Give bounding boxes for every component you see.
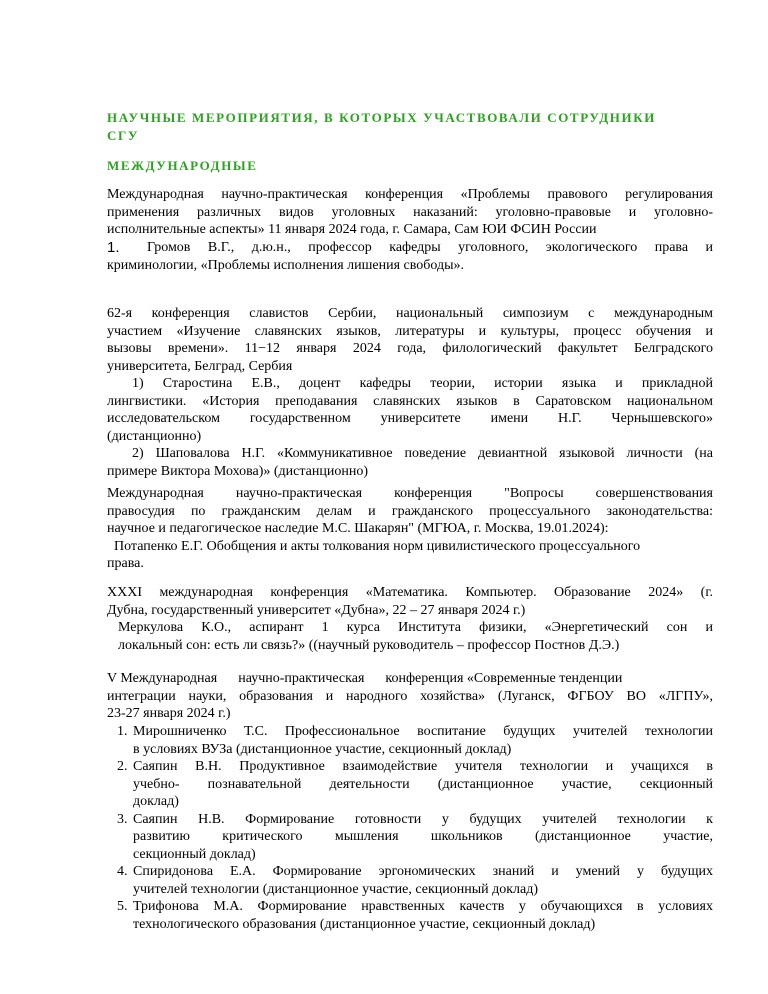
event-line: Дубна, государственный университет «Дубна», 22 – 27 января 2024 г.) bbox=[107, 602, 526, 618]
event-serbia bbox=[107, 305, 713, 480]
item-line: в условиях ВУЗа (дистанционное участие, секционный доклад) bbox=[133, 741, 512, 757]
item-line: исследовательском государственном университете имени Н.Г. Чернышевского» bbox=[107, 411, 713, 426]
event-line: вызовы времени». 11−12 января 2024 года, филологический факультет Белградского bbox=[107, 341, 713, 356]
event-line: 62-я конференция славистов Сербии, национальный симпозиум с международным bbox=[107, 306, 713, 321]
event-samara bbox=[107, 186, 713, 275]
item-line: Спиридонова Е.А. Формирование эргономических знаний и умений у будущих bbox=[133, 864, 713, 879]
list-item bbox=[107, 239, 713, 275]
event-line: участием «Изучение славянских языков, литературы и культуры, процесс обучения и bbox=[107, 323, 713, 339]
item-line: криминологии, «Проблемы исполнения лишения свободы». bbox=[107, 257, 465, 273]
event-line: интеграции науки, образования и народного хозяйства» (Луганск, ФГБОУ ВО «ЛГПУ», bbox=[107, 688, 713, 704]
event-line: V Международная научно-практическая конференция «Современные тенденции bbox=[107, 671, 623, 686]
item-line: Мирошниченко Т.С. Профессиональное воспитание будущих учителей технологии bbox=[133, 724, 713, 739]
item-number: 4. bbox=[117, 864, 128, 879]
item-line: (дистанционно) bbox=[107, 428, 202, 444]
item-line: Громов В.Г., д.ю.н., профессор кафедры уголовного, экологического права и bbox=[147, 239, 713, 255]
item-line: 2) Шаповалова Н.Г. «Коммуникативное поведение девиантной языковой личности (на bbox=[132, 446, 713, 461]
item-line: секционный доклад) bbox=[133, 846, 256, 862]
item-line: Саяпин В.Н. Продуктивное взаимодействие учителя технологии и учащихся в bbox=[133, 759, 713, 774]
item-line: лингвистики. «История преподавания славянских языков в Саратовском национальном bbox=[107, 393, 713, 409]
item-line: локальный сон: есть ли связь?» ((научный руководитель – профессор Постнов Д.Э.) bbox=[118, 637, 620, 653]
main-heading-line-1: НАУЧНЫЕ МЕРОПРИЯТИЯ, В КОТОРЫХ УЧАСТВОВАЛИ СОТРУДНИКИ bbox=[107, 110, 656, 125]
item-line: 1) Старостина Е.В., доцент кафедры теории, истории языка и прикладной bbox=[132, 376, 713, 391]
event-line: права. bbox=[107, 556, 144, 571]
item-number: 2. bbox=[117, 759, 128, 774]
list-item bbox=[107, 723, 713, 758]
item-line: развитию критического мышления школьников (дистанционное участие, bbox=[133, 829, 713, 844]
item-line: Трифонова М.А. Формирование нравственных качеств у обучающихся в условиях bbox=[133, 899, 713, 914]
event-lugansk bbox=[107, 670, 713, 723]
event-line: 23-27 января 2024 г.) bbox=[107, 706, 231, 721]
section-heading-international: МЕЖДУНАРОДНЫЕ bbox=[107, 158, 258, 173]
item-line: технологического образования (дистанционное участие, секционный доклад) bbox=[133, 916, 596, 932]
event-line: правосудия по гражданским делам и гражданского процессуального законодательства: bbox=[107, 503, 713, 519]
main-heading bbox=[107, 109, 713, 145]
event-line: научное и педагогическое наследие М.С. Шакарян" (МГЮА, г. Москва, 19.01.2024): bbox=[107, 521, 609, 536]
event-dubna bbox=[107, 584, 713, 654]
event-line: XXXI международная конференция «Математика. Компьютер. Образование 2024» (г. bbox=[107, 585, 713, 600]
event-line: университета, Белград, Сербия bbox=[107, 358, 293, 374]
item-number: 3. bbox=[117, 811, 128, 827]
main-heading-line-2: СГУ bbox=[107, 128, 139, 143]
item-number: 1. bbox=[117, 724, 128, 739]
item-line: Меркулова К.О., аспирант 1 курса Института физики, «Энергетический сон и bbox=[118, 620, 713, 635]
list-item bbox=[107, 758, 713, 811]
list-item bbox=[107, 863, 713, 898]
event-line: Потапенко Е.Г. Обобщения и акты толкования норм цивилистического процессуального bbox=[107, 538, 641, 554]
item-line: Саяпин Н.В. Формирование готовности у будущих учителей технологии к bbox=[133, 811, 713, 827]
event-line: исполнительные аспекты» 11 января 2024 года, г. Самара, Сам ЮИ ФСИН России bbox=[107, 222, 597, 237]
event-line: применения различных видов уголовных наказаний: уголовно-правовые и уголовно- bbox=[107, 204, 713, 220]
event-mgyua bbox=[107, 485, 713, 573]
list-item bbox=[107, 898, 713, 933]
lugansk-reports-list bbox=[107, 723, 713, 933]
item-line: учителей технологии (дистанционное участие, секционный доклад) bbox=[133, 881, 539, 897]
event-line: Международная научно-практическая конференция «Проблемы правового регулирования bbox=[107, 187, 713, 202]
item-line: учебно- познавательной деятельности (дистанционное участие, секционный bbox=[133, 776, 713, 792]
event-line: Международная научно-практическая конференция "Вопросы совершенствования bbox=[107, 486, 713, 501]
list-item bbox=[107, 619, 713, 654]
item-number: 5. bbox=[117, 899, 128, 914]
item-number: 1. bbox=[107, 238, 120, 256]
item-line: примере Виктора Мохова)» (дистанционно) bbox=[107, 463, 369, 479]
item-line: доклад) bbox=[133, 794, 179, 809]
list-item bbox=[107, 811, 713, 864]
